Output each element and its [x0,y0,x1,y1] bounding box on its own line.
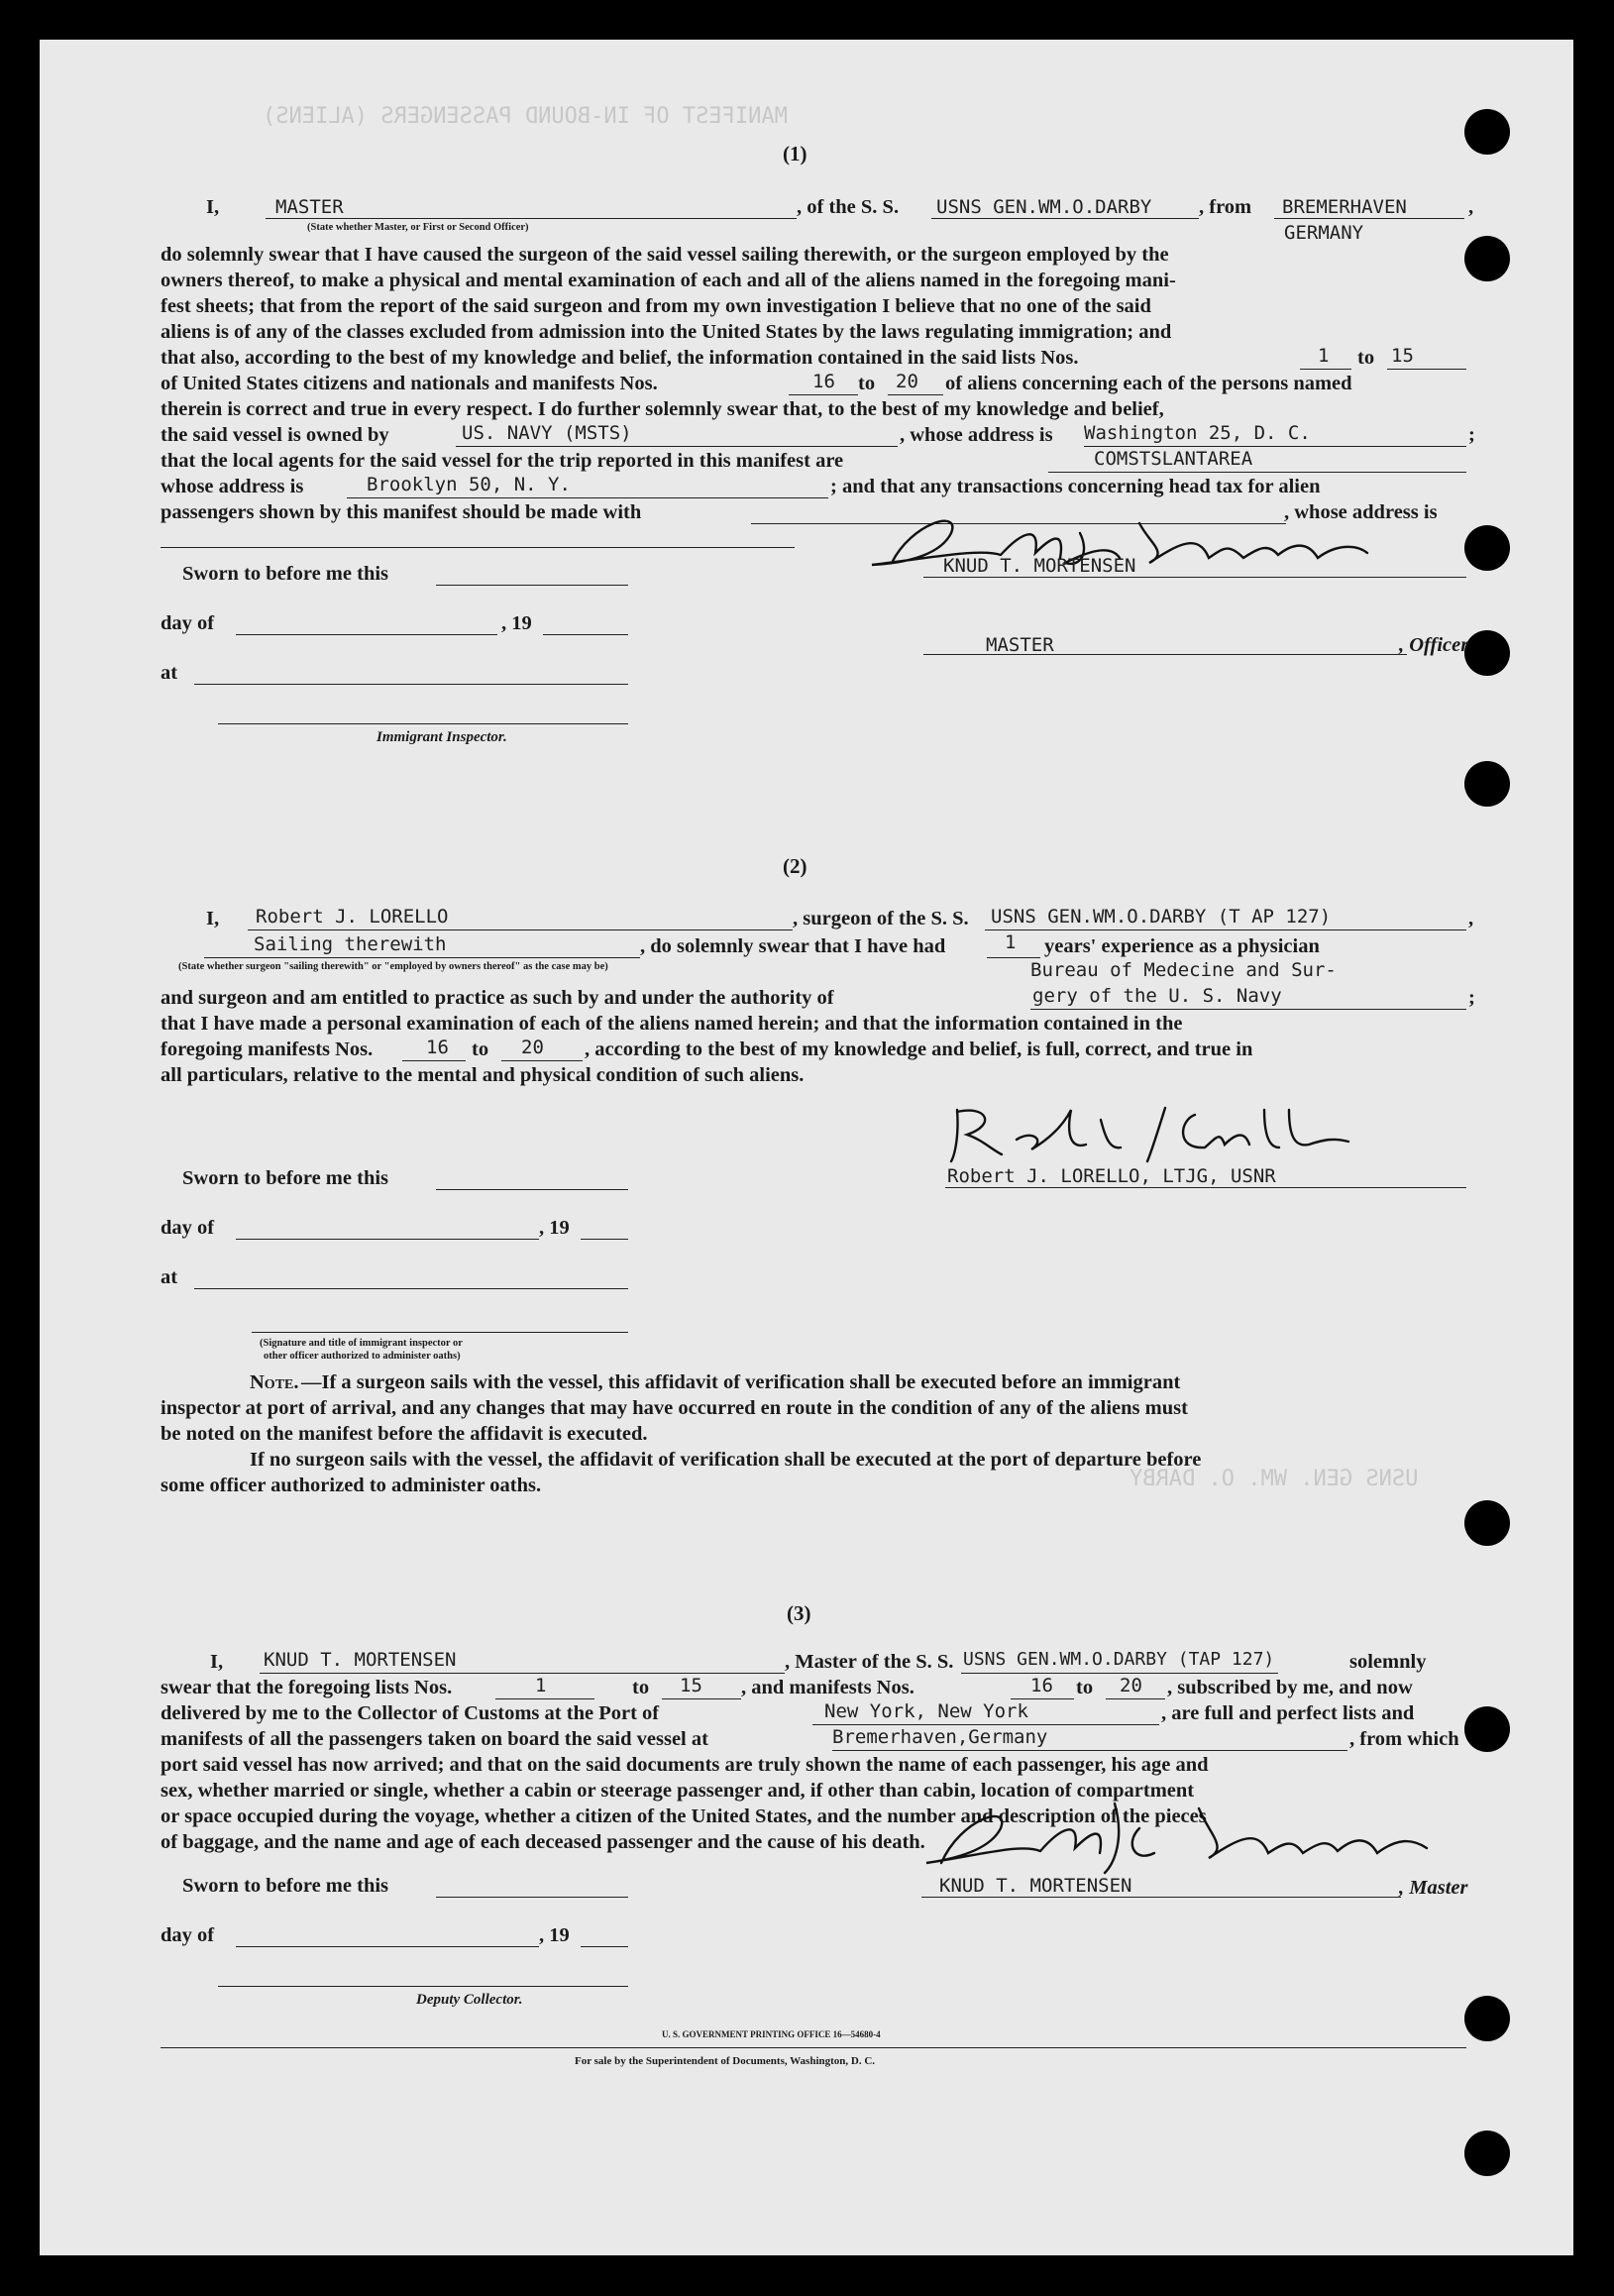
punch-hole [1464,236,1510,281]
s2-state-note: (State whether surgeon "sailing therewith" or "employed by owners thereof" as the case may be) [178,961,608,972]
s1-at: at [161,662,178,684]
s1-man-from-line [789,394,858,395]
section-2-number: (2) [783,854,807,878]
s2-day-of: day of [161,1217,215,1239]
punch-hole [1464,525,1510,571]
s1-vessel: USNS GEN.WM.O.DARBY [936,196,1152,218]
punch-hole [1464,630,1510,676]
s1-to: to [1357,347,1375,369]
s2-to: to [472,1039,489,1060]
s2-nineteen: , 19 [539,1217,570,1239]
s3-para: delivered by me to the Collector of Customs at the Port of [161,1702,660,1724]
s2-sworn: Sworn to before me this [182,1167,389,1189]
s1-officer-type: MASTER [275,196,344,218]
s3-para: port said vessel has now arrived; and that on the said documents are truly shown the name of each passenger, his age and [161,1754,1209,1776]
s3-from-port: Bremerhaven,Germany [832,1726,1048,1748]
s2-sailing-line [204,957,640,958]
s3-collector-line [218,1986,628,1987]
s2-para: , according to the best of my knowledge and belief, is full, correct, and true in [585,1039,1253,1060]
s1-i: I, [206,196,220,218]
s2-surgeon: Robert J. LORELLO [256,906,449,928]
s3-i: I, [210,1651,224,1673]
s3-lists-to: 15 [680,1675,702,1696]
s3-sworn: Sworn to before me this [182,1875,389,1897]
manifest-sheet [40,40,1573,2255]
s1-para: owners thereof, to make a physical and mental examination of each and all of the aliens named in the foregoing mani- [161,270,1176,291]
s1-signer-title: MASTER [986,634,1054,656]
s2-authority-1: Bureau of Medecine and Sur- [1030,959,1337,981]
s3-para: , from which [1349,1728,1459,1750]
s1-port: BREMERHAVEN [1282,196,1407,218]
s1-signer: KNUD T. MORTENSEN [943,555,1136,577]
s1-agent-address-line [347,497,828,498]
s1-man-to-line [888,394,943,395]
s1-lists-from-line [1300,369,1351,370]
s1-para: passengers shown by this manifest should be made with [161,501,642,523]
s2-years-line [987,957,1040,958]
s2-surgeon-line [248,929,793,930]
s2-signer: Robert J. LORELLO, LTJG, USNR [947,1165,1276,1187]
gpo-imprint: U. S. GOVERNMENT PRINTING OFFICE 16—54680-4 [662,2029,881,2039]
s3-man-to-line [1106,1698,1165,1699]
punch-hole [1464,109,1510,155]
surgeon-signature [937,1100,1373,1169]
s1-port-line [1274,218,1464,219]
s2-note-label: Note. [250,1371,299,1393]
bleed-through-text: USNS GEN. WM. O. DARBY [1130,1467,1419,1491]
punch-hole [1464,1996,1510,2041]
s1-head-tax-address-line [161,547,795,548]
punch-hole [1464,2131,1510,2176]
s2-year-line [581,1239,628,1240]
s2-vessel: USNS GEN.WM.O.DARBY (T AP 127) [991,906,1332,928]
s1-para: aliens is of any of the classes excluded from admission into the United States by the laws regulating immigration; and [161,321,1172,343]
s3-to: to [1076,1677,1094,1698]
s2-note: some officer authorized to administer oaths. [161,1475,542,1496]
s1-day-line [236,634,497,635]
s3-collector: Deputy Collector. [416,1992,523,2008]
s2-man-from: 16 [426,1037,449,1058]
s1-para: whose address is [161,476,304,497]
s1-from: , from [1199,196,1252,218]
s2-vessel-line [985,929,1466,930]
s2-note: be noted on the manifest before the affidavit is executed. [161,1423,648,1445]
s3-man-from: 16 [1030,1675,1053,1696]
s3-para: of baggage, and the name and age of each deceased passenger and the cause of his death. [161,1831,925,1853]
s1-lists-from: 1 [1318,345,1330,367]
section-1-number: (1) [783,142,807,165]
s3-nineteen: , 19 [539,1924,570,1946]
s3-from-port-line [832,1750,1347,1751]
punch-hole [1464,1500,1510,1546]
s1-man-from: 16 [812,371,835,392]
s1-inspector-line [218,723,628,724]
s3-to: to [632,1677,650,1698]
s2-day-line [236,1239,539,1240]
s1-semi: ; [1468,424,1475,446]
s3-vessel-line [961,1673,1278,1674]
s1-sworn-line [436,585,628,586]
s2-man-from-line [402,1060,466,1061]
s3-day-of: day of [161,1924,215,1946]
s3-para: , are full and perfect lists and [1161,1702,1415,1724]
s3-signer-line [921,1897,1401,1898]
s1-para: , whose address is [900,424,1053,446]
s2-man-to-line [501,1060,583,1061]
s1-sworn: Sworn to before me this [182,563,389,585]
s1-agents-line [1048,472,1466,473]
s2-surgeon-of: , surgeon of the S. S. [793,908,969,929]
s1-para: do solemnly swear that I have caused the surgeon of the said vessel sailing therewith, or the surgeon employed by the [161,244,1169,266]
s1-inspector: Immigrant Inspector. [377,729,507,745]
s3-master-line [260,1673,785,1674]
s3-vessel: USNS GEN.WM.O.DARBY (TAP 127) [963,1649,1275,1670]
s3-para: swear that the foregoing lists Nos. [161,1677,453,1698]
s3-port: New York, New York [824,1700,1028,1722]
s2-years: 1 [1005,931,1017,953]
s1-of-the-ss: , of the S. S. [797,196,900,218]
footer-rule [161,2047,1466,2048]
s3-para: or space occupied during the voyage, whether a citizen of the United States, and the number and description of the pieces [161,1805,1207,1827]
s2-at: at [161,1266,178,1288]
s2-man-to: 20 [521,1037,544,1058]
s1-para: therein is correct and true in every respect. I do further solemnly swear that, to the best of my knowledge and belief, [161,398,1164,420]
bleed-through-text: MANIFEST OF IN-BOUND PASSENGERS (ALIENS) [263,104,788,129]
s3-lists-to-line [662,1698,741,1699]
s1-owner: US. NAVY (MSTS) [462,422,632,444]
s1-man-to: 20 [896,371,918,392]
s3-man-from-line [1011,1698,1074,1699]
s3-master-label: , Master [1399,1877,1468,1899]
s1-state-note: (State whether Master, or First or Second Officer) [307,222,529,233]
s1-para: fest sheets; that from the report of the said surgeon and from my own investigation I believe that no one of the said [161,295,1151,317]
s2-i: I, [206,908,220,929]
s3-para: manifests of all the passengers taken on board the said vessel at [161,1728,708,1750]
s3-lists-from-line [495,1698,594,1699]
s2-sworn-line [436,1189,628,1190]
s1-lists-to-line [1387,369,1466,370]
s1-owner-line [456,446,898,447]
s1-comma: , [1468,196,1474,218]
s3-master-of: , Master of the S. S. [785,1651,954,1673]
s3-para: , and manifests Nos. [741,1677,915,1698]
section-3-number: (3) [787,1601,811,1625]
s2-para: all particulars, relative to the mental and physical condition of such aliens. [161,1064,805,1086]
s1-signer-line [923,577,1466,578]
footer-sale-note: For sale by the Superintendent of Documents, Washington, D. C. [575,2055,876,2067]
s1-year-line [543,634,628,635]
s2-semi: ; [1468,987,1475,1009]
s2-note: If no surgeon sails with the vessel, the affidavit of verification shall be executed at the port of departure before [250,1449,1202,1471]
s1-para: , whose address is [1284,501,1438,523]
s2-para: that I have made a personal examination of each of the aliens named herein; and that the information contained in the [161,1013,1183,1035]
s3-master: KNUD T. MORTENSEN [264,1649,457,1671]
s2-note: inspector at port of arrival, and any changes that may have occurred en route in the condition of any of the aliens must [161,1397,1188,1419]
s3-man-to: 20 [1120,1675,1142,1696]
s3-signer: KNUD T. MORTENSEN [939,1875,1132,1897]
s3-day-line [236,1946,539,1947]
s1-para: of aliens concerning each of the persons named [945,373,1352,394]
s3-para: , subscribed by me, and now [1167,1677,1413,1698]
s1-owner-address: Washington 25, D. C. [1084,422,1311,444]
s2-para: , do solemnly swear that I have had [640,935,946,957]
punch-hole [1464,1706,1510,1752]
s2-sig-note: other officer authorized to administer oaths) [264,1351,461,1362]
s2-sig-note: (Signature and title of immigrant inspector or [260,1338,463,1349]
s3-sworn-line [436,1897,628,1898]
s3-para: sex, whether married or single, whether a cabin or steerage passenger and, if other than cabin, location of compartment [161,1780,1195,1802]
s2-authority-line [1030,1009,1466,1010]
s2-note: —If a surgeon sails with the vessel, this affidavit of verification shall be executed before an immigrant [301,1371,1181,1393]
s1-port-country: GERMANY [1284,222,1364,244]
s3-solemnly: solemnly [1349,1651,1427,1673]
s3-year-line [581,1946,628,1947]
s1-para: that the local agents for the said vessel for the trip reported in this manifest are [161,450,844,472]
s1-officer-line [266,218,797,219]
s1-para: the said vessel is owned by [161,424,389,446]
s1-agent-address: Brooklyn 50, N. Y. [367,474,571,495]
s1-para: that also, according to the best of my knowledge and belief, the information contained in the said lists Nos. [161,347,1079,369]
s2-at-line [194,1288,628,1289]
s1-para: of United States citizens and nationals and manifests Nos. [161,373,658,394]
s2-inspector-line [252,1332,628,1333]
s3-lists-from: 1 [535,1675,547,1696]
s1-para: ; and that any transactions concerning head tax for alien [830,476,1321,497]
punch-hole [1464,761,1510,807]
s3-port-line [812,1724,1159,1725]
s1-owner-address-line [1084,446,1466,447]
s1-vessel-line [931,218,1199,219]
s2-para: years' experience as a physician [1044,935,1320,957]
s1-at-line [194,684,628,685]
s1-nineteen: , 19 [501,612,532,634]
s2-para: foregoing manifests Nos. [161,1039,374,1060]
s1-officer-label: , Officer [1399,634,1469,656]
s2-sailing: Sailing therewith [254,933,447,955]
s1-day-of: day of [161,612,215,634]
master-signature [852,503,1407,593]
s2-comma: , [1468,908,1474,929]
s2-signer-line [945,1187,1466,1188]
s2-authority-2: gery of the U. S. Navy [1032,985,1282,1007]
s1-agents: COMSTSLANTAREA [1094,448,1253,470]
s1-to: to [858,373,876,394]
s2-para: and surgeon and am entitled to practice as such by and under the authority of [161,987,834,1009]
s1-lists-to: 15 [1391,345,1414,367]
